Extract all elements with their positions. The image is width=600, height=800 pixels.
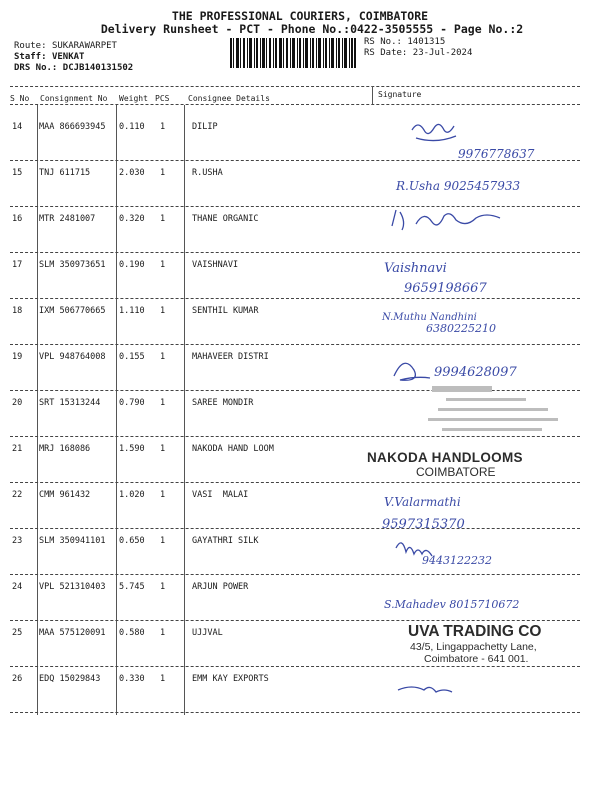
route-value: SUKARAWARPET (51, 41, 117, 51)
drs-value: DCJB140131502 (62, 63, 134, 73)
row-weight: 0.110 (119, 122, 145, 132)
staff-label: Staff: (14, 52, 47, 62)
col-weight: Weight (119, 94, 148, 103)
row-consignee: SENTHIL KUMAR (192, 306, 259, 316)
rs-info (364, 37, 472, 59)
row-pcs: 1 (160, 352, 166, 362)
row-consignee: VASI MALAI (192, 490, 249, 500)
row-sno: 14 (12, 122, 23, 132)
row-pcs: 1 (160, 444, 166, 454)
row-sno: 19 (12, 352, 23, 362)
table-row (0, 345, 600, 391)
rs-no-value: 1401315 (407, 37, 446, 47)
row-consignment: VPL 948764008 (39, 352, 106, 362)
row-weight: 0.190 (119, 260, 145, 270)
col-sno: S No (10, 94, 30, 103)
col-consignee: Consignee Details (188, 94, 270, 103)
drs-label: DRS No.: (14, 63, 58, 73)
row-sno: 20 (12, 398, 23, 408)
row-pcs: 1 (160, 168, 166, 178)
row-weight: 1.020 (119, 490, 145, 500)
table-row (0, 299, 600, 345)
row-sno: 24 (12, 582, 23, 592)
row-pcs: 1 (160, 122, 166, 132)
row-pcs: 1 (160, 536, 166, 546)
table-row (0, 529, 600, 575)
stamp-uva-city: Coimbatore - 641 001. (424, 653, 529, 665)
row-consignment: TNJ 611715 (39, 168, 91, 178)
row-consignment: SLM 350941101 (39, 536, 106, 546)
stamp-nakoda-name: NAKODA HANDLOOMS (367, 450, 523, 465)
row-sno: 21 (12, 444, 23, 454)
header-bottom-divider (10, 104, 580, 105)
stamp-nakoda-city: COIMBATORE (416, 465, 496, 479)
table-row (0, 483, 600, 529)
row-weight: 0.580 (119, 628, 145, 638)
row-weight: 0.790 (119, 398, 145, 408)
route-info (14, 41, 133, 74)
row-pcs: 1 (160, 490, 166, 500)
row-sno: 17 (12, 260, 23, 270)
col-pcs: PCS (155, 94, 170, 103)
signature-name-phone: S.Mahadev 8015710672 (384, 598, 520, 611)
row-pcs: 1 (160, 398, 166, 408)
row-weight: 1.590 (119, 444, 145, 454)
row-consignee: SAREE MONDIR (192, 398, 254, 408)
row-weight: 0.650 (119, 536, 145, 546)
signature-name: N.Muthu Nandhini (382, 312, 477, 323)
runsheet-subtitle: Delivery Runsheet - PCT - Phone No.:0422-3505555 - Page No.:2 (100, 22, 524, 36)
row-consignment: CMM 961432 (39, 490, 91, 500)
signature-phone: 9443122232 (422, 554, 492, 567)
table-row (0, 115, 600, 161)
table-row (0, 391, 600, 437)
stamp-uva-name: UVA TRADING CO (408, 623, 542, 640)
route-label: Route: (14, 41, 47, 51)
row-consignee: R.USHA (192, 168, 223, 178)
header-top-divider (10, 86, 580, 87)
row-consignment: MAA 575120091 (39, 628, 106, 638)
row-consignee: VAISHNAVI (192, 260, 239, 270)
row-sno: 15 (12, 168, 23, 178)
row-consignee: GAYATHRI SILK (192, 536, 259, 546)
row-consignment: SLM 350973651 (39, 260, 106, 270)
signature-phone: 9994628097 (434, 365, 517, 380)
row-sno: 18 (12, 306, 23, 316)
signature-name-phone: R.Usha 9025457933 (396, 179, 521, 193)
row-sno: 26 (12, 674, 23, 684)
row-consignment: MRJ 168086 (39, 444, 91, 454)
row-consignment: IXM 506770665 (39, 306, 106, 316)
row-consignment: MTR 2481007 (39, 214, 96, 224)
row-weight: 1.110 (119, 306, 145, 316)
signature-name: V.Valarmathi (384, 495, 461, 509)
row-consignee: DILIP (192, 122, 218, 132)
row-consignment: MAA 866693945 (39, 122, 106, 132)
rs-no-label: RS No.: (364, 37, 402, 47)
row-pcs: 1 (160, 582, 166, 592)
row-consignee: UJJVAL (192, 628, 223, 638)
row-weight: 0.320 (119, 214, 145, 224)
row-consignment: EDQ 15029843 (39, 674, 101, 684)
row-weight: 5.745 (119, 582, 145, 592)
row-consignee: EMM KAY EXPORTS (192, 674, 269, 684)
col-consignment: Consignment No (40, 94, 108, 103)
row-consignee: ARJUN POWER (192, 582, 249, 592)
row-weight: 0.330 (119, 674, 145, 684)
row-pcs: 1 (160, 306, 166, 316)
signature-phone: 9976778637 (458, 147, 535, 161)
row-consignment: SRT 15313244 (39, 398, 101, 408)
row-sno: 23 (12, 536, 23, 546)
table-row (0, 667, 600, 713)
row-weight: 2.030 (119, 168, 145, 178)
col-rule (372, 86, 373, 104)
barcode-image (230, 38, 356, 68)
row-consignee: MAHAVEER DISTRI (192, 352, 269, 362)
signature-name: Vaishnavi (384, 261, 447, 276)
row-pcs: 1 (160, 628, 166, 638)
row-pcs: 1 (160, 674, 166, 684)
row-pcs: 1 (160, 214, 166, 224)
row-sno: 25 (12, 628, 23, 638)
staff-value: VENKAT (51, 52, 85, 62)
row-sno: 16 (12, 214, 23, 224)
signature-phone: 9597315370 (382, 517, 465, 532)
row-sno: 22 (12, 490, 23, 500)
row-weight: 0.155 (119, 352, 145, 362)
row-consignment: VPL 521310403 (39, 582, 106, 592)
table-row (0, 253, 600, 299)
rs-date-label: RS Date: (364, 48, 408, 58)
rs-date-value: 23-Jul-2024 (412, 48, 473, 58)
stamp-uva-address: 43/5, Lingappachetty Lane, (410, 641, 537, 653)
row-pcs: 1 (160, 260, 166, 270)
table-row (0, 161, 600, 207)
table-row (0, 575, 600, 621)
company-title: THE PROFESSIONAL COURIERS, COIMBATORE (171, 9, 429, 23)
signature-phone: 6380225210 (426, 322, 496, 335)
row-consignee: THANE ORGANIC (192, 214, 259, 224)
col-signature: Signature (378, 90, 422, 99)
signature-phone: 9659198667 (404, 281, 487, 296)
row-consignee: NAKODA HAND LOOM (192, 444, 274, 454)
table-row (0, 207, 600, 253)
